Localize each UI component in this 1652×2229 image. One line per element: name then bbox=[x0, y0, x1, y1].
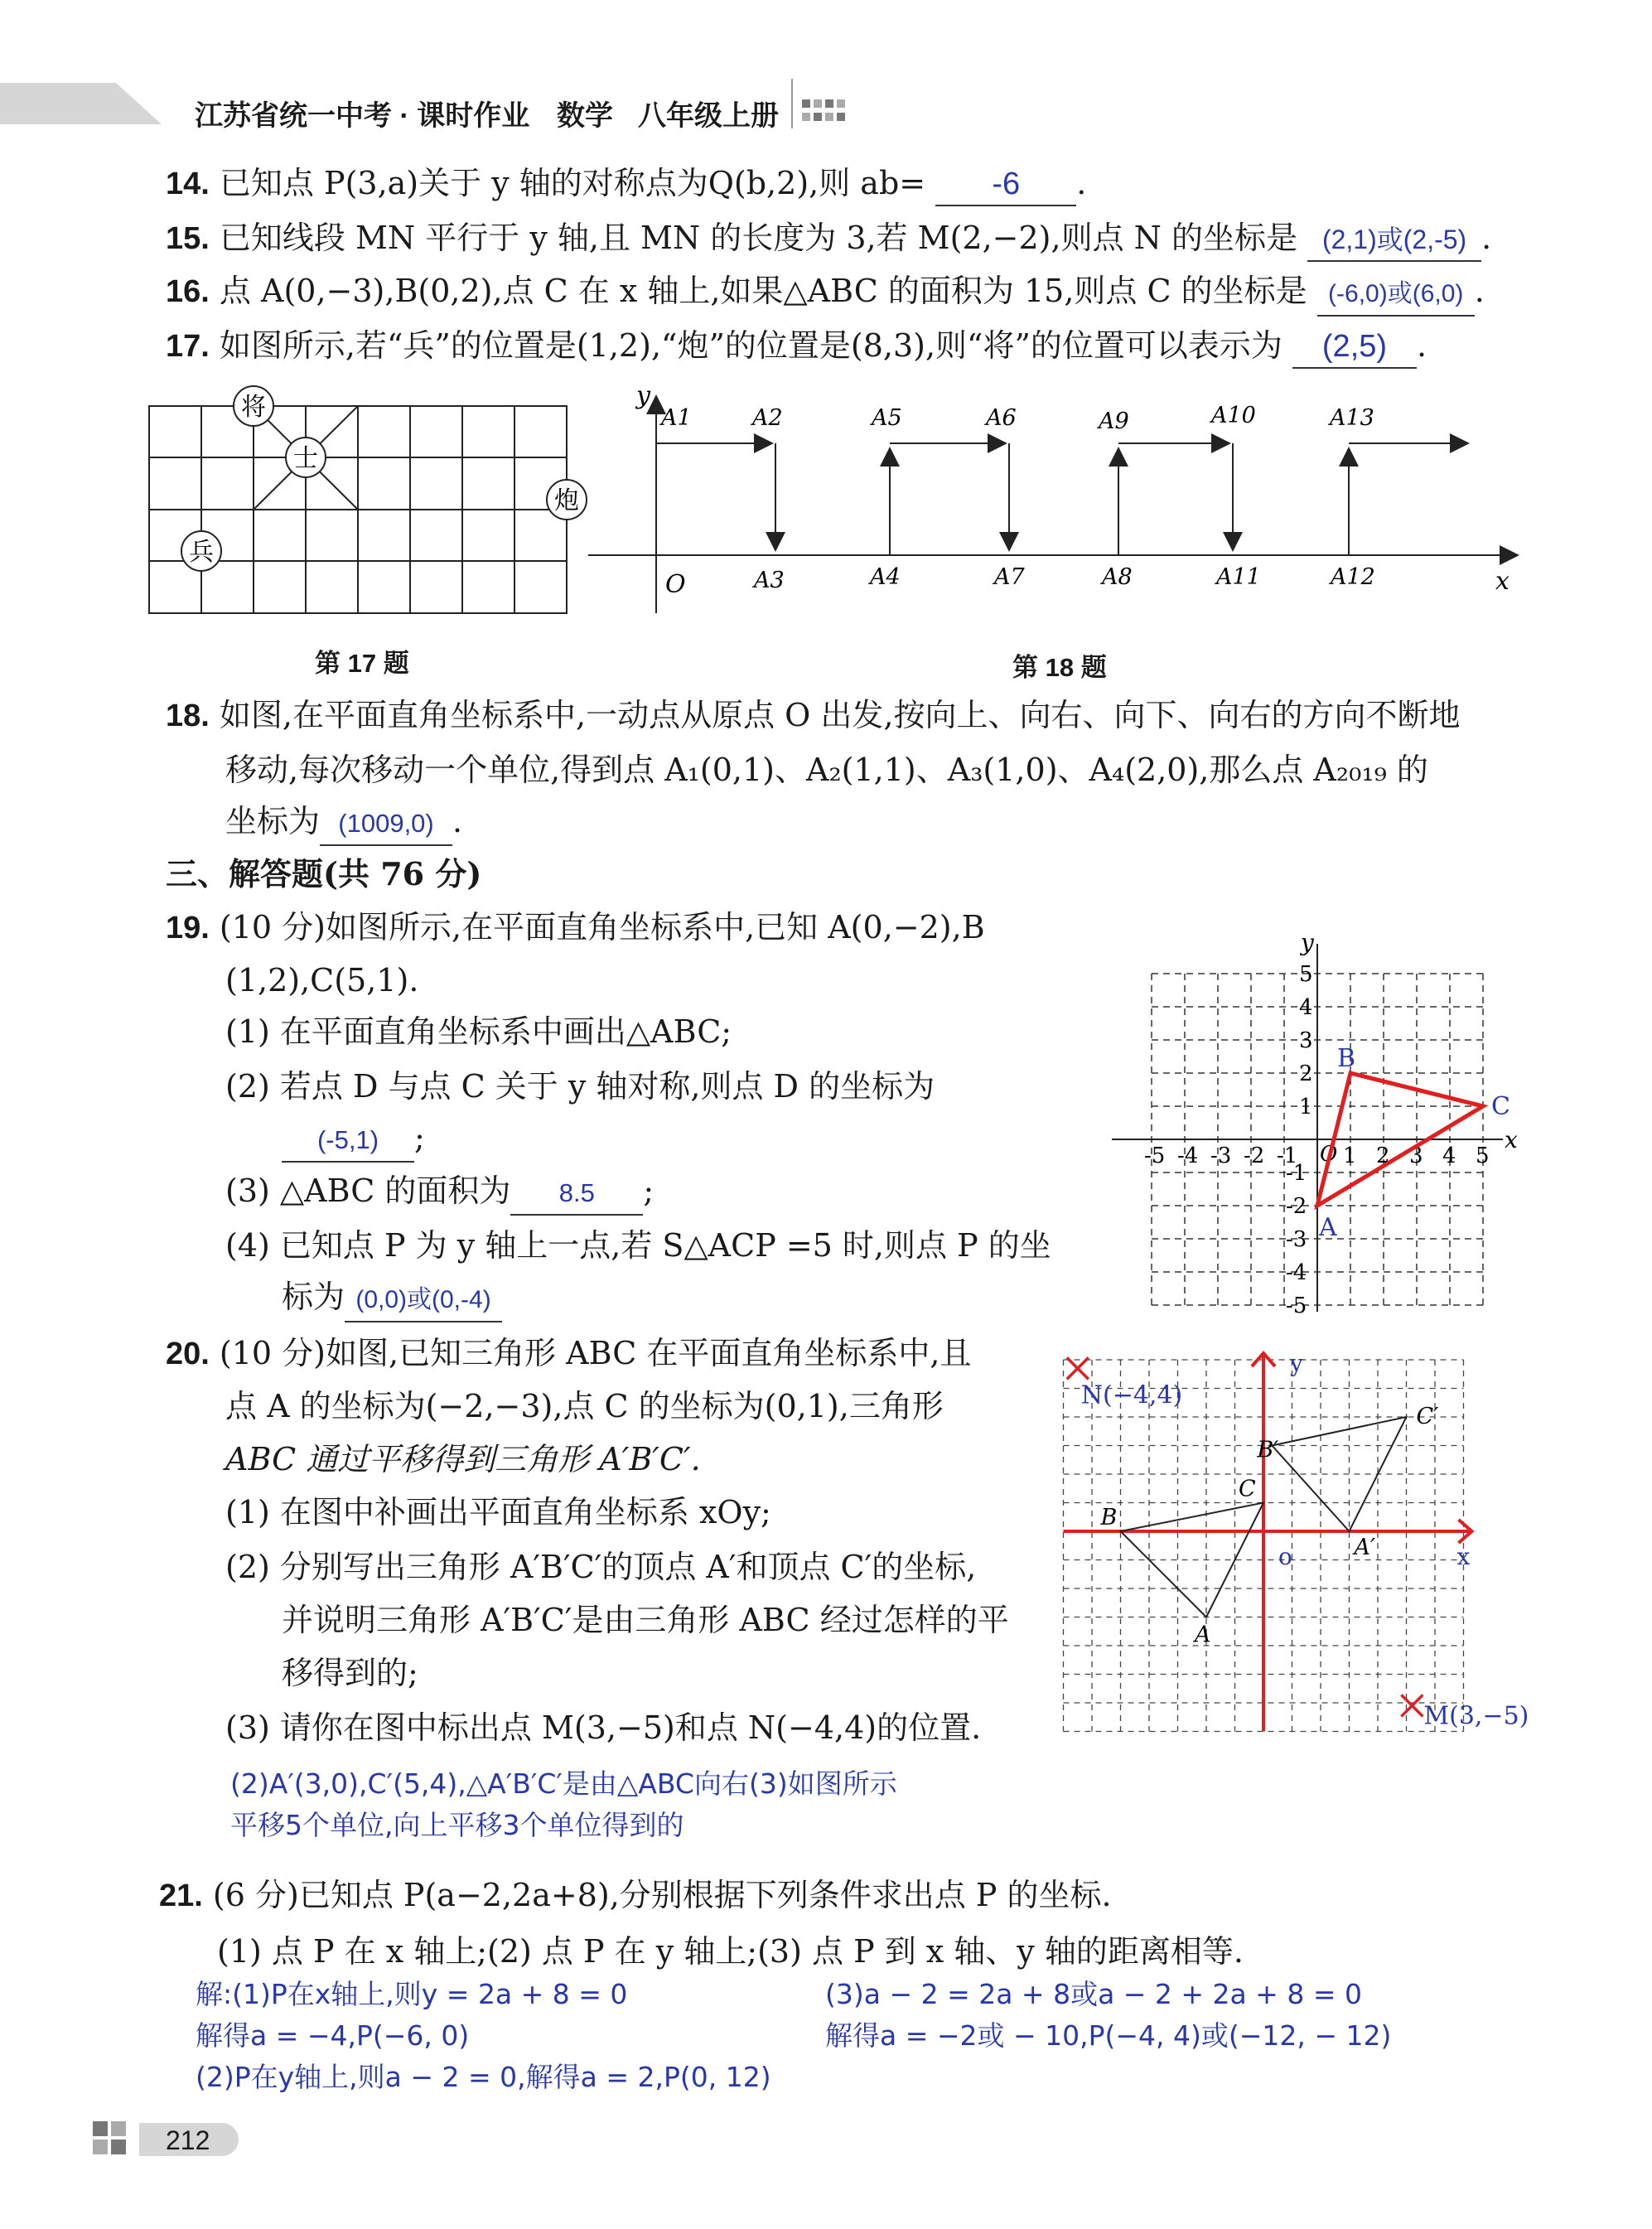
x-tick-label: -2 bbox=[1244, 1144, 1265, 1168]
header-grade: 八年级上册 bbox=[638, 100, 779, 132]
svg-text:将: 将 bbox=[241, 393, 266, 422]
y-tick-label: -4 bbox=[1286, 1260, 1307, 1285]
point-label: A8 bbox=[1102, 564, 1133, 590]
question-21-line2: (1) 点 P 在 x 轴上;(2) 点 P 在 y 轴上;(3) 点 P 到 x 轴、y 轴的距离相等. bbox=[217, 1933, 1244, 1970]
question-19-part4: (4) 已知点 P 为 y 轴上一点,若 S△ACP =5 时,则点 P 的坐 bbox=[225, 1227, 1051, 1264]
question-20-part2a: (2) 分别写出三角形 A′B′C′的顶点 A′和顶点 C′的坐标, bbox=[225, 1549, 977, 1585]
question-20-answer-line1: (2)A′(3,0),C′(5,4),△A′B′C′是由△ABC向右(3)如图所示 bbox=[230, 1767, 897, 1800]
origin-label: O bbox=[665, 570, 686, 599]
question-number: 15. bbox=[166, 221, 210, 256]
figure-17-caption: 第 17 题 bbox=[315, 649, 409, 678]
x-tick-label: 1 bbox=[1343, 1144, 1357, 1168]
point-label: A6 bbox=[986, 405, 1017, 431]
x-axis-label: x bbox=[1505, 1126, 1518, 1153]
point-label: A11 bbox=[1216, 564, 1261, 590]
question-18-line1: 18. 如图,在平面直角坐标系中,一动点从原点 O 出发,按向上、向右、向下、向右的方向不断地 bbox=[166, 697, 1461, 733]
point-b-label: B bbox=[1100, 1505, 1118, 1530]
y-tick-label: -2 bbox=[1286, 1194, 1307, 1219]
x-axis-label: x bbox=[1495, 567, 1510, 596]
answer-blank[interactable]: -6 bbox=[935, 163, 1076, 206]
point-label: A9 bbox=[1099, 409, 1129, 434]
page-number: 212 bbox=[166, 2125, 210, 2155]
question-20-part2b: 并说明三角形 A′B′C′是由三角形 ABC 经过怎样的平 bbox=[282, 1602, 1009, 1638]
point-label: A13 bbox=[1330, 405, 1374, 431]
origin-label: O bbox=[1320, 1142, 1338, 1167]
answer-blank[interactable]: (-5,1) bbox=[282, 1119, 414, 1163]
answer-blank[interactable]: (2,5) bbox=[1292, 326, 1417, 369]
y-tick-label: 3 bbox=[1299, 1028, 1313, 1053]
point-a-prime-label: A′ bbox=[1354, 1535, 1376, 1560]
question-20-line3: ABC 通过平移得到三角形 A′B′C′. bbox=[225, 1441, 701, 1477]
question-20-line2: 点 A 的坐标为(−2,−3),点 C 的坐标为(0,1),三角形 bbox=[225, 1388, 944, 1424]
origin-label: o bbox=[1278, 1543, 1292, 1570]
question-19-part2: (2) 若点 D 与点 C 关于 y 轴对称,则点 D 的坐标为 bbox=[225, 1068, 935, 1105]
section-title: 三、解答题(共 76 分) bbox=[166, 855, 482, 892]
point-c-label: C bbox=[1239, 1476, 1256, 1502]
y-tick-label: 5 bbox=[1299, 962, 1313, 987]
question-19-line2: (1,2),C(5,1). bbox=[225, 962, 419, 998]
header-decoration bbox=[0, 75, 166, 124]
point-c-prime-label: C′ bbox=[1416, 1404, 1439, 1429]
figure-19-grid bbox=[1085, 911, 1518, 1318]
figure-18-path bbox=[580, 377, 1541, 626]
header-grid-icon bbox=[802, 99, 848, 131]
chess-piece-shi bbox=[286, 438, 326, 477]
question-text: 已知线段 MN 平行于 y 轴,且 MN 的长度为 3,若 M(2,−2),则点 N 的坐标是 bbox=[219, 220, 1297, 256]
question-number: 18. bbox=[166, 699, 210, 733]
question-16: 16. 点 A(0,−3),B(0,2),点 C 在 x 轴上,如果△ABC 的面积为 15,则点 C 的坐标是 (-6,0)或(6,0) . bbox=[166, 270, 1485, 317]
header-band bbox=[0, 75, 166, 124]
question-21-solution-r1: (3)a − 2 = 2a + 8或a − 2 + 2a + 8 = 0 bbox=[825, 1978, 1363, 2010]
point-c-label: C bbox=[1491, 1092, 1510, 1121]
point-a-label: A bbox=[1195, 1622, 1211, 1648]
x-tick-label: -3 bbox=[1210, 1144, 1232, 1168]
y-tick-label: -3 bbox=[1286, 1227, 1307, 1252]
footer-grid-icon bbox=[93, 2121, 131, 2158]
y-tick-label: 2 bbox=[1299, 1061, 1313, 1086]
question-19-part1: (1) 在平面直角坐标系中画出△ABC; bbox=[225, 1013, 732, 1050]
x-tick-label: 2 bbox=[1376, 1144, 1390, 1168]
question-number: 14. bbox=[166, 167, 210, 201]
question-number: 20. bbox=[166, 1337, 210, 1371]
question-19-line1: 19. (10 分)如图所示,在平面直角坐标系中,已知 A(0,−2),B bbox=[166, 909, 985, 945]
point-n-label: N(−4,4) bbox=[1080, 1380, 1183, 1410]
y-tick-label: 4 bbox=[1299, 995, 1313, 1020]
question-20-answer-line2: 平移5个单位,向上平移3个单位得到的 bbox=[230, 1809, 684, 1841]
x-tick-label: -1 bbox=[1277, 1144, 1298, 1168]
question-21-solution-l1: 解:(1)P在x轴上,则y = 2a + 8 = 0 bbox=[196, 1978, 628, 2010]
point-label: A3 bbox=[754, 568, 785, 593]
point-m-mark bbox=[1401, 1695, 1423, 1716]
question-14: 14. 已知点 P(3,a)关于 y 轴的对称点为Q(b,2),则 ab= -6 . bbox=[166, 162, 1086, 206]
answer-blank[interactable]: (-6,0)或(6,0) bbox=[1317, 273, 1475, 317]
point-label: A7 bbox=[994, 564, 1025, 590]
chess-piece-jiang bbox=[234, 386, 273, 426]
x-tick-label: 3 bbox=[1409, 1144, 1423, 1168]
point-label: A2 bbox=[752, 405, 783, 431]
y-axis-label: y bbox=[1301, 929, 1314, 956]
question-20-part3: (3) 请你在图中标出点 M(3,−5)和点 N(−4,4)的位置. bbox=[225, 1709, 982, 1746]
question-number: 21. bbox=[159, 1878, 203, 1913]
svg-text:士: 士 bbox=[293, 444, 318, 473]
answer-blank[interactable]: (0,0)或(0,-4) bbox=[345, 1279, 502, 1322]
question-21-solution-l2: 解得a = −4,P(−6, 0) bbox=[196, 2019, 470, 2052]
point-a-label: A bbox=[1319, 1213, 1337, 1242]
x-tick-label: 5 bbox=[1476, 1144, 1490, 1168]
point-label: A10 bbox=[1211, 403, 1256, 428]
y-tick-label: -1 bbox=[1286, 1161, 1307, 1186]
point-n-mark bbox=[1067, 1357, 1089, 1379]
header-divider bbox=[791, 79, 793, 128]
header-book: 江苏省统一中考 · 课时作业 bbox=[195, 100, 530, 132]
header-subject: 数学 bbox=[557, 100, 613, 132]
x-tick-label: 4 bbox=[1442, 1144, 1456, 1168]
y-tick-label: -5 bbox=[1286, 1293, 1307, 1318]
y-axis-label: y bbox=[1290, 1349, 1303, 1377]
question-text: 如图所示,若“兵”的位置是(1,2),“炮”的位置是(8,3),则“将”的位置可以表示为 bbox=[219, 327, 1282, 364]
question-text: 已知点 P(3,a)关于 y 轴的对称点为Q(b,2),则 ab= bbox=[219, 165, 926, 201]
point-m-label: M(3,−5) bbox=[1423, 1701, 1529, 1731]
x-tick-label: -4 bbox=[1177, 1144, 1199, 1168]
question-20-part2c: 移得到的; bbox=[282, 1655, 418, 1691]
x-axis-label: x bbox=[1456, 1543, 1471, 1570]
question-19-part3: (3) △ABC 的面积为 8.5 ; bbox=[225, 1170, 654, 1216]
question-number: 19. bbox=[166, 911, 210, 945]
y-tick-label: 1 bbox=[1299, 1095, 1313, 1119]
question-21-line1: 21. (6 分)已知点 P(a−2,2a+8),分别根据下列条件求出点 P 的坐标. bbox=[159, 1877, 1112, 1913]
question-18-line2: 移动,每次移动一个单位,得到点 A₁(0,1)、A₂(1,1)、A₃(1,0)、A₄(2,0),那么点 A₂₀₁₉ 的 bbox=[225, 752, 1428, 788]
question-20-part1: (1) 在图中补画出平面直角坐标系 xOy; bbox=[225, 1494, 771, 1530]
point-b-label: B bbox=[1337, 1044, 1356, 1073]
answer-blank[interactable]: (1009,0) bbox=[320, 803, 452, 846]
x-tick-label: -5 bbox=[1144, 1144, 1166, 1168]
figure-20-grid bbox=[1052, 1326, 1533, 1773]
answer-blank[interactable]: (2,1)或(2,-5) bbox=[1307, 219, 1481, 262]
y-axis-label: y bbox=[636, 381, 650, 410]
question-20-line1: 20. (10 分)如图,已知三角形 ABC 在平面直角坐标系中,且 bbox=[166, 1335, 972, 1371]
question-19-part2-answer: (-5,1) ; bbox=[282, 1117, 425, 1163]
answer-blank[interactable]: 8.5 bbox=[510, 1173, 643, 1216]
point-label: A12 bbox=[1331, 564, 1375, 590]
question-19-part4b: 标为 (0,0)或(0,-4) bbox=[282, 1276, 502, 1322]
question-21-solution-l3: (2)P在y轴上,则a − 2 = 0,解得a = 2,P(0, 12) bbox=[196, 2061, 771, 2093]
question-21-solution-r2: 解得a = −2或 − 10,P(−4, 4)或(−12, − 12) bbox=[825, 2019, 1392, 2052]
question-number: 17. bbox=[166, 329, 210, 364]
question-15: 15. 已知线段 MN 平行于 y 轴,且 MN 的长度为 3,若 M(2,−2),则点 N 的坐标是 (2,1)或(2,-5) . bbox=[166, 217, 1491, 262]
point-label: A5 bbox=[872, 405, 902, 431]
point-b-prime-label: B′ bbox=[1257, 1437, 1279, 1463]
point-label: A1 bbox=[661, 405, 692, 431]
chess-piece-bing bbox=[181, 531, 221, 571]
question-text: 点 A(0,−3),B(0,2),点 C 在 x 轴上,如果△ABC 的面积为 15,则点 C 的坐标是 bbox=[219, 273, 1307, 309]
point-label: A4 bbox=[870, 564, 901, 590]
question-18-line3: 坐标为 (1009,0) . bbox=[225, 800, 462, 846]
question-17: 17. 如图所示,若“兵”的位置是(1,2),“炮”的位置是(8,3),则“将”的位置可以表示为 (2,5) . bbox=[166, 325, 1427, 369]
figure-17-chessboard bbox=[141, 381, 588, 621]
question-number: 16. bbox=[166, 274, 210, 309]
figure-18-caption: 第 18 题 bbox=[1012, 653, 1107, 682]
svg-text:兵: 兵 bbox=[189, 538, 214, 567]
svg-text:炮: 炮 bbox=[554, 486, 579, 515]
